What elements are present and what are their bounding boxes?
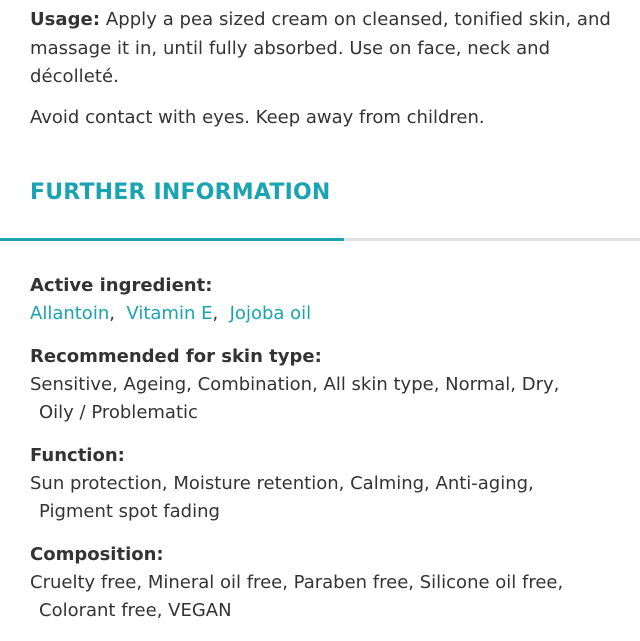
active-ingredient-list [30, 300, 630, 329]
separator: , [109, 303, 127, 324]
usage-text-line-2: massage it in, until fully absorbed. Use on face, neck and [30, 37, 551, 59]
section-title-further-information[interactable]: FURTHER INFORMATION [30, 180, 331, 205]
ingredient-link-vitamin-e[interactable]: Vitamin E [126, 303, 213, 324]
composition-list [30, 569, 630, 626]
active-ingredient-label: Active ingredient: [30, 275, 213, 296]
usage-section [30, 6, 620, 128]
ingredient-link-allantoin[interactable]: Allantoin [30, 303, 110, 324]
skin-type-list [30, 371, 630, 428]
usage-label: Usage: [30, 9, 101, 30]
function-line-1: Sun protection, Moisture retention, Calming, Anti-aging, [30, 472, 534, 494]
separator: , [212, 303, 230, 324]
active-ingredient-group [30, 272, 630, 329]
composition-group [30, 541, 630, 626]
skin-type-group [30, 343, 630, 428]
ingredient-link-jojoba-oil[interactable]: Jojoba oil [229, 303, 312, 324]
usage-text-line-3: décolleté. [30, 66, 119, 87]
warning-text: Avoid contact with eyes. Keep away from children. [30, 107, 485, 128]
function-group [30, 442, 630, 527]
skin-type-line-1: Sensitive, Ageing, Combination, All skin type, Normal, Dry, [30, 373, 560, 395]
skin-type-line-2: Oily / Problematic [39, 402, 198, 423]
usage-text-line-1: Apply a pea sized cream on cleansed, tonified skin, and [100, 9, 611, 30]
composition-label: Composition: [30, 543, 164, 565]
usage-paragraph [30, 6, 620, 92]
function-list [30, 470, 630, 527]
function-line-2: Pigment spot fading [39, 501, 220, 522]
function-label: Function: [30, 444, 125, 466]
composition-line-2: Colorant free, VEGAN [39, 600, 232, 621]
skin-type-label: Recommended for skin type: [30, 345, 322, 367]
further-information-content [30, 272, 630, 640]
composition-line-1: Cruelty free, Mineral oil free, Paraben free, Silicone oil free, [30, 571, 564, 593]
tab-active-indicator [0, 238, 344, 241]
